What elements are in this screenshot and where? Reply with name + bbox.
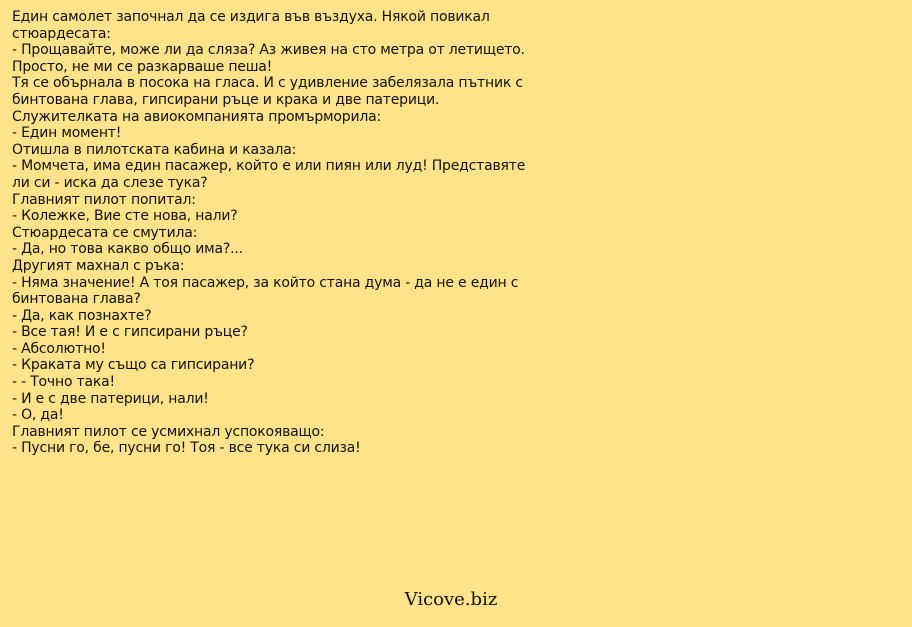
joke-line: - - Точно така! xyxy=(12,374,115,391)
joke-line: - Един момент! xyxy=(12,125,122,142)
joke-line: Тя се обърнала в посока на гласа. И с удивление забелязала пътник с xyxy=(12,75,523,92)
joke-line: ли си - иска да слезе тука? xyxy=(12,174,208,191)
joke-line: бинтована глава, гипсирани ръце и крака и две патерици. xyxy=(12,91,440,108)
joke-line: - Няма значение! А тоя пасажер, за който стана дума - да не е един с xyxy=(12,274,519,291)
joke-line: - Краката му също са гипсирани? xyxy=(12,357,255,374)
joke-line: стюардесата: xyxy=(12,25,111,42)
joke-line: - Все тая! И е с гипсирани ръце? xyxy=(12,324,248,341)
joke-line: Отишла в пилотската кабина и казала: xyxy=(12,141,297,158)
joke-line: Служителката на авиокомпанията промърморила: xyxy=(12,108,382,125)
joke-line: Един самолет започнал да се издига във въздуха. Някой повикал xyxy=(12,9,490,25)
joke-line: - Момчета, има един пасажер, който е или пиян или луд! Представяте xyxy=(12,158,526,175)
joke-line: Просто, не ми се разкарваше пеша! xyxy=(12,58,273,75)
joke-line: - И е с две патерици, нали! xyxy=(12,390,209,407)
joke-text xyxy=(12,9,592,457)
joke-line: - Пусни го, бе, пусни го! Тоя - все тука си слиза! xyxy=(12,440,361,457)
joke-line: Главният пилот се усмихнал успокояващо: xyxy=(12,423,325,440)
joke-line: - Да, но това какво общо има?... xyxy=(12,241,243,258)
joke-line: Стюардесата се смутила: xyxy=(12,224,198,241)
joke-line: - Абсолютно! xyxy=(12,340,106,357)
joke-line: - Да, как познахте? xyxy=(12,307,152,324)
joke-line: - О, да! xyxy=(12,407,64,424)
joke-line: Другият махнал с ръка: xyxy=(12,257,185,274)
site-watermark: Vicove.biz xyxy=(404,589,498,610)
joke-line: Главният пилот попитал: xyxy=(12,191,196,208)
joke-line: - Колежке, Вие сте нова, нали? xyxy=(12,208,238,225)
joke-line: бинтована глава? xyxy=(12,291,141,308)
joke-line: - Прощавайте, може ли да сляза? Аз живея на сто метра от летището. xyxy=(12,42,525,59)
